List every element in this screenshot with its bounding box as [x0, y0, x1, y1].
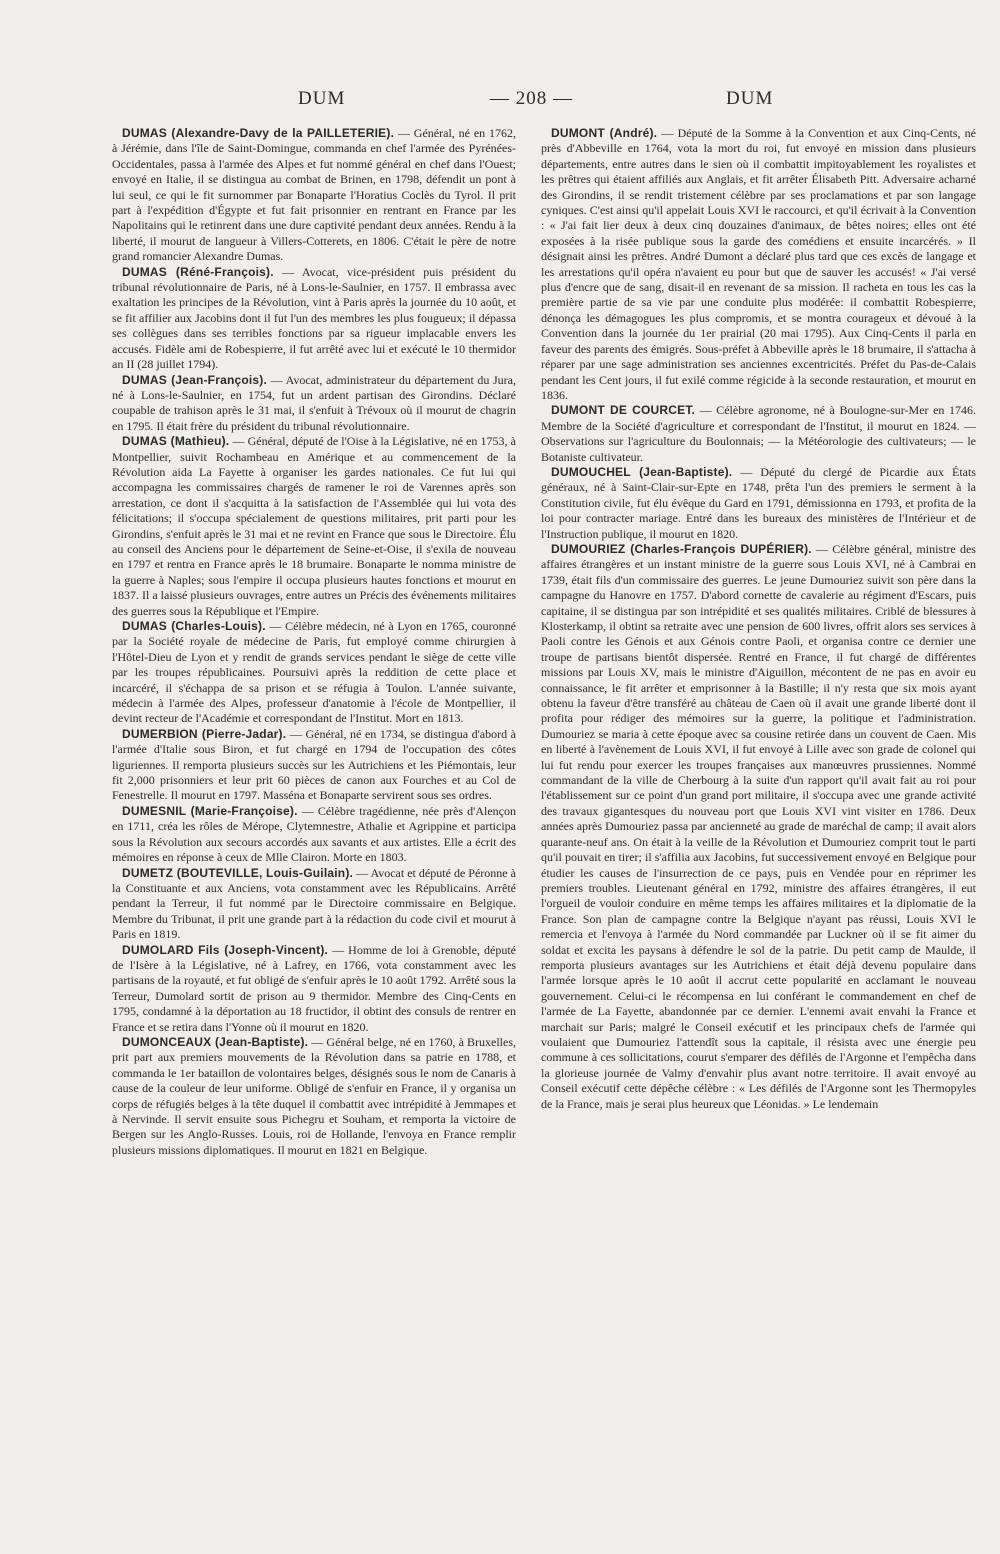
page-header: [0, 88, 1000, 118]
entry-text: — Général, né en 1762, à Jérémie, dans l'île de Saint-Domingue, commanda en chef l'armée des Pyrénées-Occidentales, passa à l'armée des Alpes et fut nommé général en chef dans l'Ouest; envoyé en Italie, il se distingua au combat de Brinen, en 1798, défendit un pont à lui seul, ce qui le fit surnommer par Bonaparte l'Horatius Coclès du Tyrol. Il prit part à l'expédition d'Égypte et fut fait prisonnier en rentrant en France par les Napolitains qui le retinrent dans une dure captivité pendant deux années. Rendu à la liberté, il mourut de langueur à Villers-Cotterets, en 1806. C'était le père de notre grand romancier Alexandre Dumas.: [112, 126, 516, 264]
entry-dumont-de-courcet: [541, 403, 976, 465]
entry-text: — Célèbre médecin, né à Lyon en 1765, couronné par la Société royale de médecine de Paris, fut employé comme chirurgien à l'Hôtel-Dieu de Lyon et y rendit de grands services pendant le siège de cette ville par les troupes républicaines. Poursuivi après la reddition de cette place et incarcéré, il s'échappa de sa prison et se réfugia à Toulon. L'année suivante, médecin à l'armée des Alpes, professeur d'anatomie à l'école de Montpellier, il devint recteur de l'Académie et correspondant de l'Institut. Mort en 1813.: [112, 619, 516, 726]
running-head-left: DUM: [298, 88, 346, 109]
entry-headword: DUMOURIEZ (Charles-François DUPÉRIER).: [551, 541, 812, 556]
entry-dumas-alexandre: [112, 126, 516, 265]
entry-headword: DUMONCEAUX (Jean-Baptiste).: [122, 1034, 309, 1049]
entry-text: — Général, né en 1734, se distingua d'abord à l'armée d'Italie sous Biron, et fut chargé en 1794 de l'occupation des côtes liguriennes. Il remporta plusieurs succès sur les Autrichiens et les Piémontais, leur fit 2,000 prisonniers et leur prit 60 pièces de canon aux Fourches et au Col de Fenestrelle. Il mourut en 1797. Masséna et Bonaparte servirent sous ses ordres.: [112, 726, 517, 803]
entry-headword: DUMAS (Jean-François).: [122, 372, 268, 387]
entry-dumouriez: [541, 542, 976, 1112]
entry-dumont-andre: [541, 126, 976, 403]
page-number: — 208 —: [490, 88, 573, 109]
entry-dumesnil: [112, 804, 516, 866]
entry-text: — Avocat et député de Péronne à la Constituante et aux Anciens, vota constamment avec les Républicains. Arrêté pendant la Terreur, il fut nommé par le Directoire commissaire en Belgique. Membre du Tribunat, il prit une grande part à la rédaction du code civil et mourut à Paris en 1819.: [112, 865, 516, 942]
entry-text: — Célèbre agronome, né à Boulogne-sur-Mer en 1746. Membre de la Société d'agriculture et correspondant de l'Institut, il mourut en 1824. — Observations sur l'agriculture du Boulonnais; — la Météorologie des cultivateurs; — le Botaniste cultivateur.: [541, 403, 976, 464]
entry-dumouchel: [541, 465, 976, 542]
entry-text: — Célèbre général, ministre des affaires étrangères et un instant ministre de la guerre sous Louis XVI, né à Cambrai en 1739, était fils d'un commissaire des guerres. Le jeune Dumouriez suivit son père dans la campagne du Hanovre en 1757. D'abord cornette de cavalerie au régiment d'Escars, puis capitaine, il se distingua par son intrépidité et ses qualités militaires. Criblé de blessures à Klosterkamp, il obtint sa retraite avec une pension de 600 livres, offrit alors ses services à Paoli contre les Génois et aux Génois contre Paoli, et organisa contre ce dernier une troupe de partisans bientôt dispersée. Rentré en France, il fut chargé de différentes missions par Louis XV, mais le ministre d'Aiguillon, mécontent de ne pas en avoir eu connaissance, le fit arrêter et emprisonner à la Bastille; il n'y resta que six mois ayant obtenu la faveur d'être transféré au château de Caen où il avait une grande liberté dont il profita pour rédiger des mémoires sur la guerre, la politique et l'administration. Dumouriez se maria à cette époque avec sa cousine retirée dans un couvent de Caen. Mis en liberté à l'avènement de Louis XVI, il fut envoyé à Lille avec son grade de colonel qui lui fut rendu pour exercer les troupes françaises aux manœuvres prussiennes. Nommé commandant de la ville de Cherbourg à la suite d'un rapport qu'il avait fait au roi pour l'établissement sur ce point d'un grand port militaire, il s'occupa avec une grande activité des travaux gigantesques du nouveau port que Louis XVI vint visiter en 1786. Deux années après Dumouriez passa par ancienneté au grade de maréchal de camp; il avait alors quarante-neuf ans. On était à la veille de la Révolution et Dumouriez comprit tout le parti qu'il pouvait en tirer; il s'affilia aux Jacobins, fut successivement envoyé en Belgique pour étudier les causes de l'insurrection de ce pays, puis en Vendée pour en réprimer les premiers troubles. Lieutenant général en 1792, ministre des affaires étrangères, il eut l'orgueil de vouloir conduire en même temps les affaires militaires et la diplomatie de la France. Son plan de campagne contre la Belgique n'ayant pas réussi, Louis XVI le remercia et l'envoya à l'armée du Nord commandée par Luckner où il se fit aimer du soldat et excita les paysans à défendre le sol de la patrie. Du petit camp de Maulde, il remporta plusieurs avantages sur les Autrichiens et était déjà devenu populaire dans l'armée lorsque après le 10 août il accrut cette popularité en acclamant le nouveau gouvernement. Celui-ci le récompensa en lui conférant le commandement en chef de l'armée de La Fayette, abandonnée par ce dernier. L'ennemi avait envahi la France et marchait sur Paris; malgré le Conseil exécutif et les principaux chefs de l'armée qui voulaient que Dumouriez l'attendît sous la capitale, il résista avec une énergie peu commune à ces sollicitations, courut s'emparer des défilés de l'Argonne et l'empêcha dans la glorieuse journée de Valmy d'envahir plus avant notre territoire. Il avait envoyé au Conseil exécutif cette dépêche célèbre : « Les défilés de l'Argonne sont les Thermopyles de la France, mais je serai plus heureux que Léonidas. » Le lendemain: [541, 541, 976, 1111]
entry-dumerbion: [112, 727, 516, 804]
left-column: [112, 126, 516, 1158]
running-head-right: DUM: [726, 88, 774, 109]
entry-headword: DUMONT (André).: [551, 126, 658, 140]
entry-text: — Homme de loi à Grenoble, député de l'Isère à la Législative, né à Lafrey, en 1766, vota constamment avec les partisans de la royauté, et fut obligé de s'enfuir après le 10 août 1792. Arrêté sous la Terreur, Dumolard sortit de prison au 9 thermidor. Membre des Cinq-Cents en 1795, condamné à la déportation au 18 fructidor, il obtint des consuls de rentrer en France et se retira dans l'Yonne où il mourut en 1820.: [112, 942, 516, 1034]
entry-text: — Avocat, administrateur du département du Jura, né à Lons-le-Saulnier, en 1754, fut un ardent partisan des Girondins. Déclaré coupable de trahison après le 31 mai, il s'enfuit à Trévoux où il mourut de chagrin en 1795. Il était frère du président du tribunal révolutionnaire.: [112, 372, 516, 433]
entry-text: — Député du clergé de Picardie aux États généraux, né à Saint-Clair-sur-Epte en 1748, prêta l'un des premiers le serment à la Constitution civile, fut élu évêque du Gard en 1791, démissionna en 1793, et profita de la loi pour contracter mariage. Entré dans les bureaux des ministères de l'Intérieur et de l'Instruction publique, il mourut en 1820.: [541, 464, 976, 541]
entry-dumas-mathieu: [112, 434, 516, 619]
entry-headword: DUMOLARD Fils (Joseph-Vincent).: [122, 942, 329, 957]
entry-headword: DUMESNIL (Marie-Françoise).: [122, 803, 298, 818]
entry-dumetz: [112, 866, 516, 943]
entry-headword: DUMAS (Mathieu).: [122, 434, 230, 449]
entry-text: — Célèbre tragédienne, née près d'Alençon en 1711, créa les rôles de Mérope, Clytemnestre, Athalie et Agrippine et participa sous la Révolution aux secours accordés aux savants et aux artistes. Elle a écrit des mémoires en réponse à ceux de Mlle Clairon. Morte en 1803.: [112, 803, 516, 865]
entry-headword: DUMONT DE COURCET.: [551, 403, 696, 418]
entry-headword: DUMOUCHEL (Jean-Baptiste).: [551, 464, 733, 479]
entry-text: — Général, député de l'Oise à la Législative, né en 1753, à Montpellier, suivit Rochambeau en Amérique et au commencement de la Révolution aida La Fayette à organiser les gardes nationales. Ce fut lui qui accompagna les commissaires chargés de ramener le roi de Varennes après son arrestation, ce dont il s'acquitta à la satisfaction de l'Assemblée qui lui vota des félicitations; il s'occupa spécialement de questions militaires, prit parti pour les Girondins, s'enfuit après le 31 mai et ne revint en France que sous le Directoire. Élu au conseil des Anciens pour le département de Seine-et-Oise, il s'exila de nouveau en 1797 et rentra en France après le 18 brumaire. Bonaparte le nomma ministre de la guerre à Naples; sous l'empire il occupa plusieurs hautes fonctions et mourut en 1837. Il a laissé plusieurs ouvrages, entre autres un Précis des événements militaires des guerres sous la République et l'Empire.: [112, 434, 516, 618]
entry-headword: DUMETZ (BOUTEVILLE, Louis-Guilain).: [122, 865, 354, 880]
entry-dumas-rene-francois: [112, 265, 516, 373]
entry-headword: DUMAS (Réné-François).: [122, 264, 274, 279]
entry-dumas-charles-louis: [112, 619, 516, 727]
entry-text: — Député de la Somme à la Convention et aux Cinq-Cents, né près d'Abbeville en 1764, vota la mort du roi, fut envoyé en mission dans plusieurs départements, entre autres dans le sien où il combattit impitoyablement les royalistes et les prêtres qui étaient affiliés aux Anglais, et fit arrêter Élisabeth Pitt. Adversaire acharné des Girondins, il se rendit tristement célèbre par ses proclamations et par son langage cyniques. C'est ainsi qu'il appelait Louis XVI le raccourci, et qu'il écrivait à la Convention : « J'ai fait lier deux à deux cinq douzaines d'animaux, de bêtes noires; elles ont été exposées à la risée publique sous la garde des comédiens et ensuite incarcérés. » Il désignait ainsi les prêtres. André Dumont a déclaré plus tard que ces excès de langage et les arrestations qu'il opéra n'avaient eu pour but que de sauver les accusés! « J'ai versé plus d'encre que de sang, disait-il en revenant de sa mission. Il racheta en tous les cas la première partie de sa vie par une conduite plus modérée: il combattit Robespierre, dénonça les démagogues les plus compromis, et se montra courageux et dévoué à la Convention dans la journée du 1er prairial (20 mai 1795). Aux Cinq-Cents il parla en faveur des parents des émigrés. Sous-préfet à Abbeville après le 18 brumaire, il s'attacha à réparer par une sage administration ses anciennes excentricités. Préfet du Pas-de-Calais pendant les Cent jours, il fut exilé comme régicide à la seconde restauration, et mourut en 1836.: [541, 126, 976, 402]
entry-dumonceaux: [112, 1035, 516, 1158]
entry-headword: DUMAS (Charles-Louis).: [122, 619, 266, 633]
entry-headword: DUMERBION (Pierre-Jadar).: [122, 726, 287, 741]
entry-dumolard: [112, 943, 516, 1035]
entry-text: — Général belge, né en 1760, à Bruxelles, prit part aux premiers mouvements de la Révolution dans sa patrie en 1788, et commanda le 1er bataillon de volontaires belges, désignés sous le nom de Canaris à cause de la couleur de leur uniforme. Obligé de s'enfuir en France, il y organisa un corps de réfugiés belges à la tête duquel il combattit avec intrépidité à Jemmapes et à Nervinde. Il servit ensuite sous Pichegru et Souham, et remporta la victoire de Bergen sur les Anglo-Russes. Louis, roi de Hollande, l'envoya en France remplir plusieurs missions diplomatiques. Il mourut en 1821 en Belgique.: [112, 1034, 516, 1157]
entry-headword: DUMAS (Alexandre-Davy de la PAILLETERIE).: [122, 126, 395, 140]
entry-text: — Avocat, vice-président puis président du tribunal révolutionnaire de Paris, né à Lons-le-Saulnier, en 1757. Il embrassa avec exaltation les principes de la Révolution, vint à Paris après la journée du 10 août, et se fit affilier aux Jacobins dont il fut l'un des membres les plus fougueux; il dépassa ses collègues dans ses terribles fonctions par sa rigueur implacable envers les accusés. Fidèle ami de Robespierre, il fut arrêté avec lui et exécuté le 10 thermidor an II (28 juillet 1794).: [112, 264, 516, 372]
right-column: [541, 126, 976, 1112]
entry-dumas-jean-francois: [112, 373, 516, 435]
